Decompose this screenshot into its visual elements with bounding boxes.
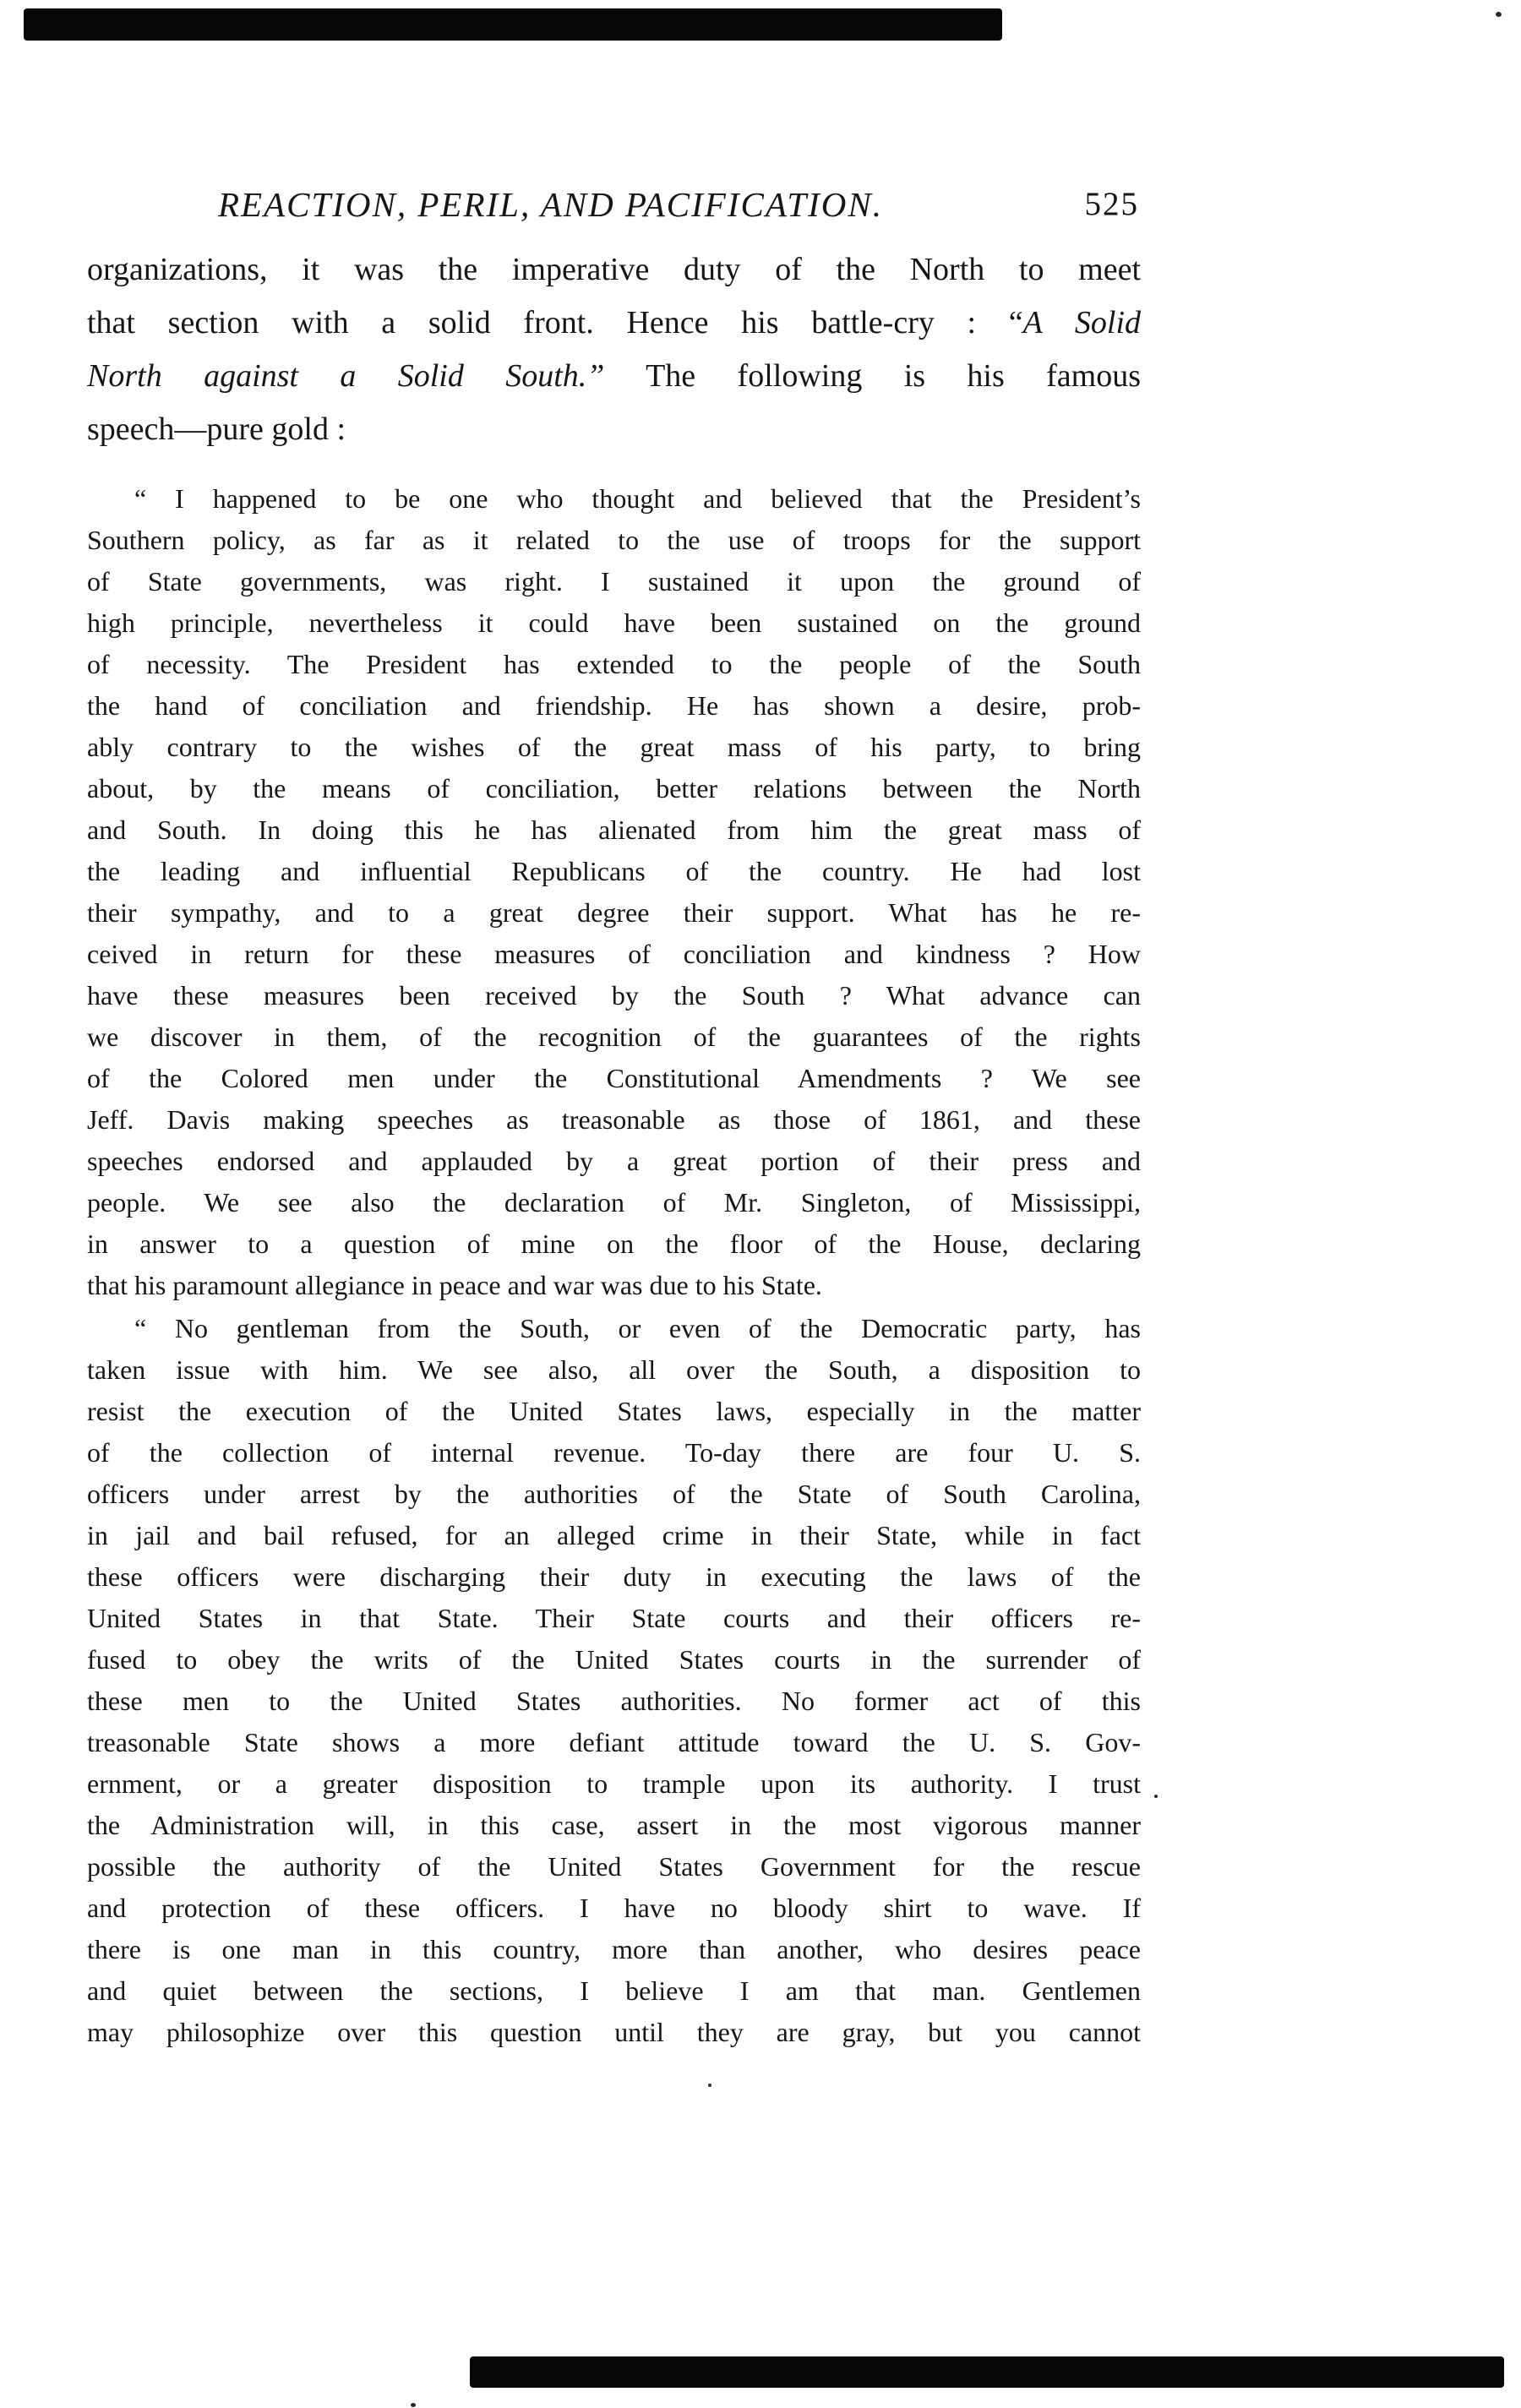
text-line bbox=[87, 520, 1141, 561]
text-segment: speech—pure gold : bbox=[87, 411, 346, 447]
text-segment: high principle, nevertheless it could have been sustained on the ground bbox=[87, 607, 1141, 638]
text-segment: and quiet between the sections, I believe I am that man. Gentlemen bbox=[87, 1975, 1141, 2006]
text-line bbox=[87, 1639, 1141, 1681]
text-segment: The following is his famous bbox=[604, 358, 1141, 394]
text-segment: taken issue with him. We see also, all over the South, a disposition to bbox=[87, 1354, 1141, 1385]
text-segment: of the collection of internal revenue. To-day there are four U. S. bbox=[87, 1437, 1141, 1468]
running-title: REACTION, PERIL, AND PACIFICATION. bbox=[217, 185, 884, 224]
text-segment: may philosophize over this question until they are gray, but you cannot bbox=[87, 2017, 1141, 2047]
italic-text-segment: A Solid bbox=[1022, 305, 1141, 340]
text-line bbox=[87, 297, 1141, 350]
text-line bbox=[87, 1474, 1141, 1515]
text-segment: the hand of conciliation and friendship. He has shown a desire, prob- bbox=[87, 690, 1141, 721]
text-segment: of State governments, was right. I sustained it upon the ground of bbox=[87, 566, 1141, 597]
text-segment: in jail and bail refused, for an alleged crime in their State, while in fact bbox=[87, 1520, 1141, 1550]
text-line bbox=[87, 602, 1141, 644]
text-line bbox=[87, 1141, 1141, 1182]
text-line bbox=[87, 243, 1141, 297]
text-line bbox=[87, 1016, 1141, 1058]
paragraph-speech-part-1 bbox=[87, 478, 1141, 1306]
text-line bbox=[87, 851, 1141, 892]
text-segment: “ No gentleman from the South, or even of the Democratic party, has bbox=[134, 1313, 1141, 1343]
text-line bbox=[87, 478, 1141, 520]
text-line bbox=[87, 1722, 1141, 1763]
text-line bbox=[87, 1349, 1141, 1391]
text-line bbox=[87, 561, 1141, 602]
text-segment: about, by the means of conciliation, better relations between the North bbox=[87, 773, 1141, 804]
text-line bbox=[87, 934, 1141, 975]
text-line bbox=[87, 1223, 1141, 1265]
text-segment: organizations, it was the imperative duty of the North to meet bbox=[87, 252, 1141, 287]
text-line bbox=[87, 685, 1141, 727]
text-segment: treasonable State shows a more defiant attitude toward the U. S. Gov- bbox=[87, 1727, 1141, 1757]
text-segment: their sympathy, and to a great degree their support. What has he re- bbox=[87, 897, 1141, 928]
text-line bbox=[87, 1265, 1141, 1306]
text-line bbox=[87, 2012, 1141, 2053]
text-segment: and South. In doing this he has alienated from him the great mass of bbox=[87, 814, 1141, 845]
text-line bbox=[87, 1763, 1141, 1805]
scan-speck bbox=[1154, 1795, 1158, 1798]
text-segment: ably contrary to the wishes of the great mass of his party, to bring bbox=[87, 732, 1141, 762]
text-segment: ernment, or a greater disposition to trample upon its authority. I trust bbox=[87, 1768, 1141, 1799]
text-line bbox=[87, 1391, 1141, 1432]
text-segment: we discover in them, of the recognition of the guarantees of the rights bbox=[87, 1021, 1141, 1052]
text-line bbox=[87, 1556, 1141, 1598]
text-line bbox=[87, 1598, 1141, 1639]
paragraph-intro bbox=[87, 243, 1141, 456]
text-segment: people. We see also the declaration of Mr. Singleton, of Mississippi, bbox=[87, 1187, 1141, 1218]
text-line bbox=[87, 1432, 1141, 1474]
text-line bbox=[87, 1888, 1141, 1929]
text-line bbox=[87, 1846, 1141, 1888]
text-segment: Jeff. Davis making speeches as treasonable as those of 1861, and these bbox=[87, 1104, 1141, 1135]
text-line bbox=[87, 1970, 1141, 2012]
page-number: 525 bbox=[1084, 186, 1139, 222]
text-line bbox=[87, 1058, 1141, 1099]
text-segment: that his paramount allegiance in peace and war was due to his State. bbox=[87, 1270, 822, 1300]
text-line bbox=[87, 403, 1141, 456]
text-segment: have these measures been received by the South ? What advance can bbox=[87, 980, 1141, 1011]
text-line bbox=[87, 1681, 1141, 1722]
text-segment: ceived in return for these measures of conciliation and kindness ? How bbox=[87, 939, 1141, 969]
text-segment: these men to the United States authorities. No former act of this bbox=[87, 1686, 1141, 1716]
text-segment: possible the authority of the United States Government for the rescue bbox=[87, 1851, 1141, 1882]
text-line bbox=[87, 975, 1141, 1016]
text-segment: the Administration will, in this case, assert in the most vigorous manner bbox=[87, 1810, 1141, 1840]
text-segment: of the Colored men under the Constitutional Amendments ? We see bbox=[87, 1063, 1141, 1093]
text-line bbox=[87, 1182, 1141, 1223]
text-segment: speeches endorsed and applauded by a great portion of their press and bbox=[87, 1146, 1141, 1176]
text-line bbox=[87, 727, 1141, 768]
text-line bbox=[87, 350, 1141, 403]
italic-text-segment: North against a Solid South.” bbox=[87, 358, 605, 394]
paragraph-speech-part-2 bbox=[87, 1308, 1141, 2053]
text-segment: officers under arrest by the authorities of the State of South Carolina, bbox=[87, 1479, 1141, 1509]
text-segment: Southern policy, as far as it related to the use of troops for the support bbox=[87, 525, 1141, 555]
text-line bbox=[87, 1805, 1141, 1846]
text-segment: these officers were discharging their duty in executing the laws of the bbox=[87, 1561, 1141, 1592]
text-line bbox=[87, 892, 1141, 934]
text-line bbox=[87, 1308, 1141, 1349]
text-segment: “ I happened to be one who thought and believed that the President’s bbox=[134, 483, 1141, 514]
text-segment: resist the execution of the United States laws, especially in the matter bbox=[87, 1396, 1141, 1426]
text-segment: in answer to a question of mine on the floor of the House, declaring bbox=[87, 1229, 1141, 1259]
text-segment: of necessity. The President has extended to the people of the South bbox=[87, 649, 1141, 679]
text-line bbox=[87, 1929, 1141, 1970]
text-line bbox=[87, 768, 1141, 809]
text-line bbox=[87, 1099, 1141, 1141]
text-segment: and protection of these officers. I have no bloody shirt to wave. If bbox=[87, 1893, 1141, 1923]
text-block bbox=[87, 0, 1141, 2408]
text-segment: that section with a solid front. Hence his battle-cry : “ bbox=[87, 305, 1023, 340]
text-line bbox=[87, 1515, 1141, 1556]
text-line bbox=[87, 809, 1141, 851]
text-line bbox=[87, 644, 1141, 685]
text-segment: United States in that State. Their State courts and their officers re- bbox=[87, 1603, 1141, 1633]
scan-speck bbox=[1496, 12, 1502, 17]
text-segment: the leading and influential Republicans of the country. He had lost bbox=[87, 856, 1141, 886]
text-segment: there is one man in this country, more than another, who desires peace bbox=[87, 1934, 1141, 1964]
text-segment: fused to obey the writs of the United States courts in the surrender of bbox=[87, 1644, 1141, 1675]
